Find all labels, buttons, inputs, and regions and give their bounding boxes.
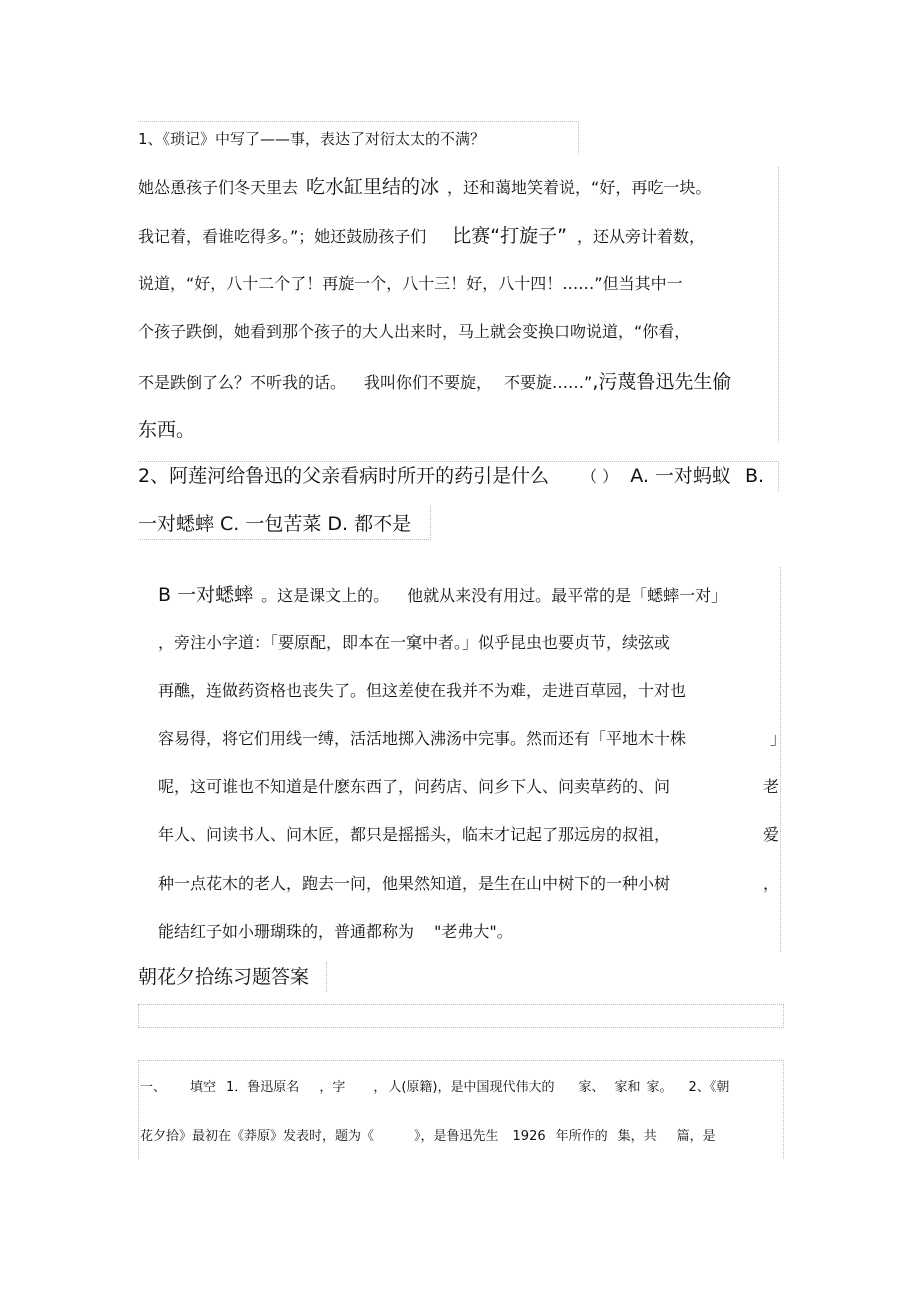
q1-question: 1、《琐记》中写了——事，表达了对衍太太的不满？ <box>138 130 486 148</box>
option-a: A. 一对蚂蚁 <box>630 465 731 487</box>
q1-answer-line-2: 我记着，看谁吃得多。”；她还鼓励孩子们 比赛“打旋子” ，还从旁计着数， <box>138 225 705 247</box>
answer-blank: （ ） <box>581 467 619 486</box>
q1-answer-line-3: 说道，“好，八十二个了！再旋一个，八十三！好，八十四！……”但当其中一 <box>138 274 683 293</box>
section-title: 朝花夕拾练习题答案 <box>138 966 310 988</box>
q2-question-line-1: 2、阿莲河给鲁迅的父亲看病时所开的药引是什么 （ ） A. 一对蚂蚁 B. <box>138 465 765 487</box>
q2-answer-line-4: 容易得，将它们用线一缚，活活地掷入沸汤中完事。然而还有「平地木十株 <box>158 729 687 748</box>
q2-question-line-2: 一对蟋蟀 C. 一包苦菜 D. 都不是 <box>138 513 412 535</box>
q2-answer-line-1: B 一对蟋蟀 。这是课文上的。 他就从来没有用过。最平常的是「蟋蟀一对」 <box>158 584 728 606</box>
q2-answer-line-7-end: ， <box>763 874 780 893</box>
fill-in-line-2: 花夕拾》最初在《莽原》发表时，题为《 》，是鲁迅先生 1926 年所作的 集，共 篇，是 <box>140 1129 716 1144</box>
option-b-label: B. <box>744 465 765 487</box>
empty-frame <box>138 1004 784 1028</box>
q2-answer-line-5: 呢，这可谁也不知道是什麽东西了，问药店、问乡下人、问卖草药的、问 <box>158 777 671 796</box>
q2-answer-line-2: ，旁注小字道：「要原配，即本在一窠中者。」似乎昆虫也要贞节，续弦或 <box>158 633 671 652</box>
q1-answer-line-5: 不是跌倒了么？不听我的话。 我叫你们不要旋， 不要旋……”,污蔑鲁迅先生偷 <box>138 371 732 393</box>
highlight-spin-game: 比赛“打旋子” <box>452 225 567 247</box>
q2-answer-line-6-end: 爱 <box>763 825 780 844</box>
q2-answer-line-8: 能结红子如小珊瑚珠的，普通都称为 "老弗大"。 <box>158 922 513 941</box>
q1-answer-line-6: 东西。 <box>138 419 196 441</box>
q2-answer-line-7: 种一点花木的老人，跑去一问，他果然知道，是生在山中树下的一种小树 <box>158 874 671 893</box>
q1-answer-line-4: 个孩子跌倒，她看到那个孩子的大人出来时，马上就会变换口吻说道，“你看， <box>138 322 691 341</box>
q1-answer-box <box>138 167 779 442</box>
q2-answer-line-3: 再醮，连做药资格也丧失了。但这差使在我并不为难，走进百草园，十对也 <box>158 681 687 700</box>
q2-answer-line-6: 年人、问读书人、问木匠，都只是摇摇头，临末才记起了那远房的叔祖， <box>158 825 671 844</box>
blank: ，字 <box>319 1080 346 1095</box>
q2-answer-line-4-end: 」 <box>770 729 787 748</box>
q1-answer-line-1: 她怂恿孩子们冬天里去 吃水缸里结的冰 ，还和蔼地笑着说，“好，再吃一块。 <box>138 176 712 198</box>
q2-answer-line-5-end: 老 <box>763 777 780 796</box>
highlight-answer-b: B 一对蟋蟀 <box>158 584 254 606</box>
q2-answer-rule <box>780 567 781 952</box>
fill-in-line-1: 一、 填空 1．鲁迅原名 ，字 ， 人(原籍)，是中国现代伟大的 家、 家和 家。 2、《朝 <box>140 1080 730 1095</box>
highlight-eat-ice: 吃水缸里结的冰 <box>306 176 440 198</box>
